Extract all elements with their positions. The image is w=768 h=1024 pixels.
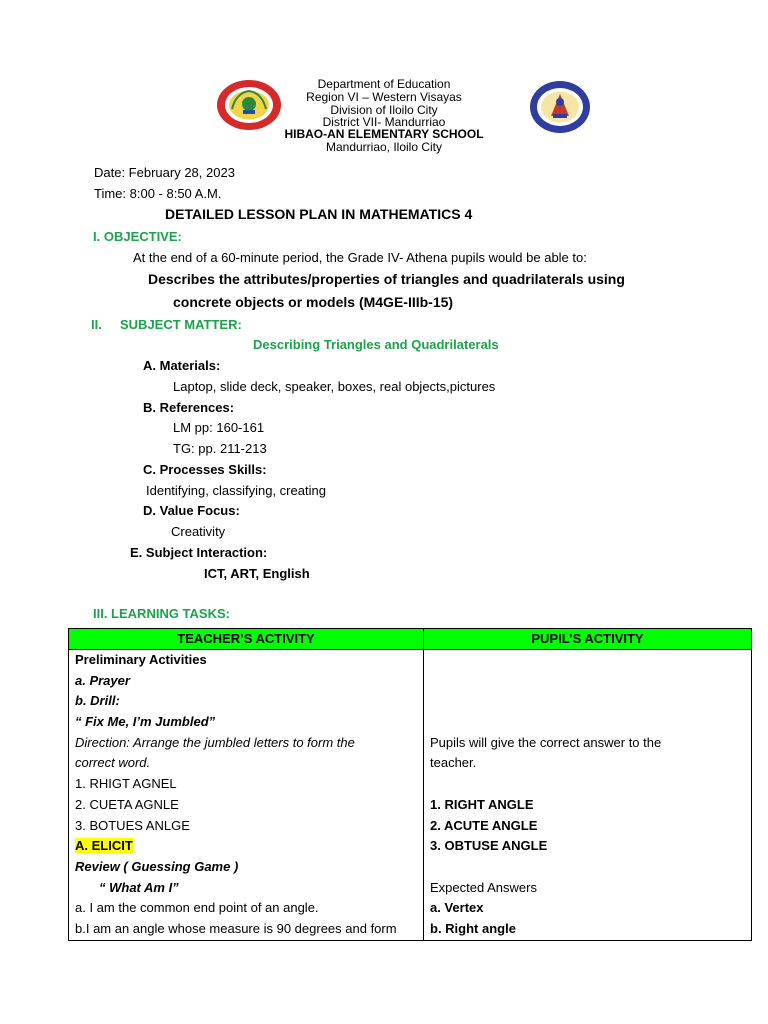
expected-answers-label: Expected Answers [430, 879, 537, 895]
direction-text: Direction: Arrange the jumbled letters to form the [75, 734, 355, 750]
header-line: Department of Education [317, 77, 451, 91]
value-focus-value: Creativity [171, 524, 226, 539]
drill-game-title: “ Fix Me, I’m Jumbled” [75, 714, 216, 730]
pupil-answer: 2. ACUTE ANGLE [430, 817, 538, 833]
school-location: Mandurriao, Iloilo City [325, 140, 443, 154]
subject-interaction-value: ICT, ART, English [204, 566, 310, 581]
review-question: b.I am an angle whose measure is 90 degrees and form [75, 920, 397, 936]
section-number: II. [91, 317, 102, 332]
references-label: B. References: [143, 400, 235, 415]
elicit-heading: A. ELICIT [75, 838, 133, 854]
pupil-activity-cell [424, 650, 752, 941]
value-focus-label: D. Value Focus: [143, 503, 240, 518]
preliminary-activities: Preliminary Activities [75, 652, 207, 667]
review-question: a. I am the common end point of an angle. [75, 900, 319, 916]
expected-answer: b. Right angle [430, 920, 516, 936]
teacher-activity-header: TEACHER’S ACTIVITY [69, 629, 424, 650]
pupil-activity-header: PUPIL’S ACTIVITY [424, 629, 752, 650]
pupil-response: Pupils will give the correct answer to the [430, 734, 662, 750]
processes-value: Identifying, classifying, creating [146, 483, 326, 498]
pupil-answer: 1. RIGHT ANGLE [430, 796, 534, 812]
header-line: District VII- Mandurriao [322, 115, 446, 129]
reference-item: TG: pp. 211-213 [173, 441, 267, 456]
lesson-date: Date: February 28, 2023 [94, 165, 235, 180]
expected-answer: a. Vertex [430, 900, 484, 916]
direction-text: correct word. [75, 755, 151, 771]
jumbled-item: 3. BOTUES ANLGE [75, 817, 190, 833]
pupil-response: teacher. [430, 755, 477, 771]
objective-heading: I. OBJECTIVE: [93, 229, 182, 244]
materials-value: Laptop, slide deck, speaker, boxes, real objects,pictures [173, 379, 496, 394]
reference-item: LM pp: 160-161 [173, 420, 265, 435]
lesson-time: Time: 8:00 - 8:50 A.M. [94, 186, 222, 201]
drill-item: b. Drill: [75, 693, 120, 709]
document-title: DETAILED LESSON PLAN IN MATHEMATICS 4 [165, 206, 473, 222]
materials-label: A. Materials: [143, 358, 221, 373]
pupil-answer: 3. OBTUSE ANGLE [430, 838, 548, 854]
processes-label: C. Processes Skills: [143, 462, 267, 477]
learning-tasks-table [68, 628, 752, 941]
subject-interaction-label: E. Subject Interaction: [130, 545, 268, 560]
objective-intro: At the end of a 60-minute period, the Grade IV- Athena pupils would be able to: [133, 250, 587, 265]
what-am-i-title: “ What Am I” [99, 879, 179, 895]
school-name: HIBAO-AN ELEMENTARY SCHOOL [284, 127, 484, 141]
jumbled-item: 1. RHIGT AGNEL [75, 776, 177, 792]
subject-topic: Describing Triangles and Quadrilaterals [253, 337, 499, 352]
header-line: Division of Iloilo City [330, 103, 438, 117]
learning-tasks-heading: III. LEARNING TASKS: [93, 606, 230, 621]
prayer-item: a. Prayer [75, 672, 130, 688]
subject-matter-heading: SUBJECT MATTER: [120, 317, 242, 332]
teacher-activity-cell [69, 650, 424, 941]
review-heading: Review ( Guessing Game ) [75, 858, 239, 874]
header-line: Region VI – Western Visayas [306, 90, 462, 104]
objective-statement: Describes the attributes/properties of triangles and quadrilaterals using [148, 271, 625, 287]
jumbled-item: 2. CUETA AGNLE [75, 796, 179, 812]
objective-statement: concrete objects or models (M4GE-IIIb-15) [173, 294, 454, 310]
